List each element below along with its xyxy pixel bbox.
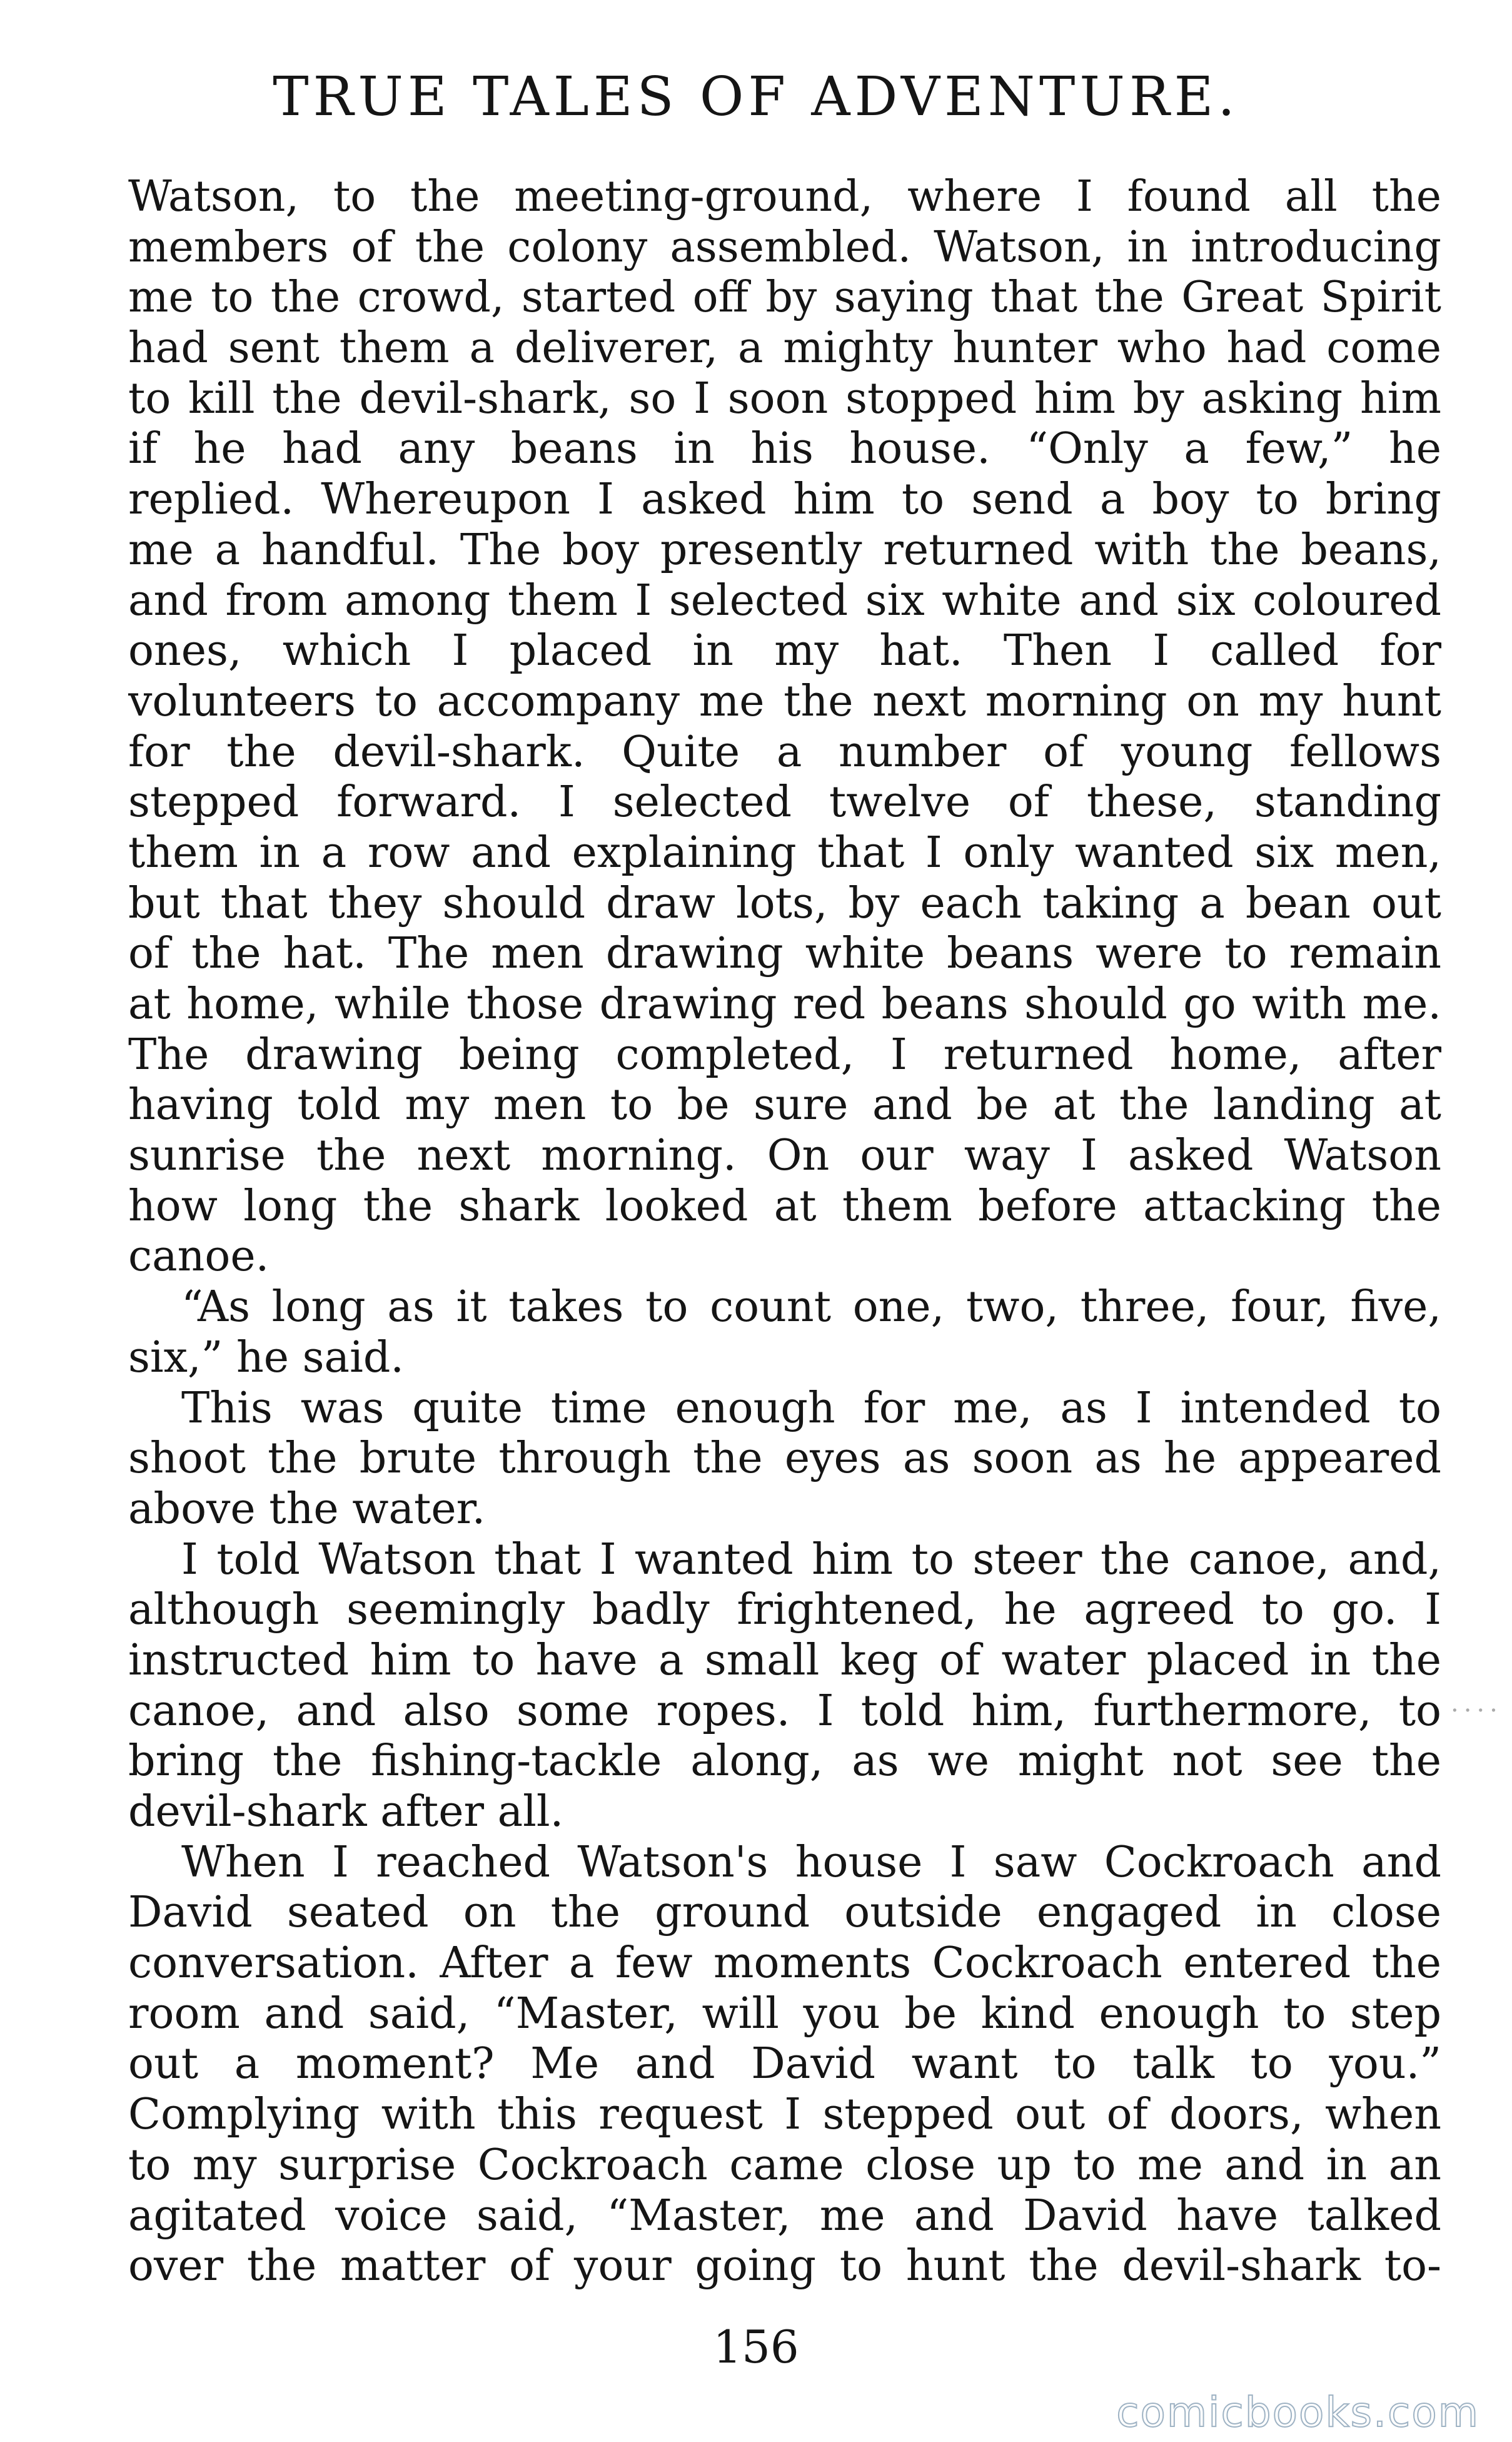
text-line: Complying with this request I stepped out of doors, when xyxy=(128,2090,1441,2140)
text-line: ones, which I placed in my hat. Then I called for xyxy=(128,626,1441,676)
text-line: canoe. xyxy=(128,1232,270,1282)
text-line: to kill the devil-shark, so I soon stopped him by asking him xyxy=(128,373,1441,423)
text-line: me a handful. The boy presently returned with the beans, xyxy=(128,525,1441,575)
text-line: replied. Whereupon I asked him to send a boy to bring xyxy=(128,475,1441,525)
text-line: “As long as it takes to count one, two, three, four, five, xyxy=(181,1282,1441,1332)
text-line: instructed him to have a small keg of water placed in the xyxy=(128,1635,1441,1685)
running-header: TRUE TALES OF ADVENTURE. xyxy=(273,66,1239,128)
text-line: although seemingly badly frightened, he agreed to go. I xyxy=(128,1585,1441,1635)
text-line: for the devil-shark. Quite a number of young fellows xyxy=(128,727,1441,777)
text-line: if he had any beans in his house. “Only a few,” he xyxy=(128,424,1441,474)
text-line: canoe, and also some ropes. I told him, furthermore, to xyxy=(128,1686,1441,1736)
text-line: conversation. After a few moments Cockroach entered the xyxy=(128,1938,1441,1989)
body-text xyxy=(128,172,1441,2292)
text-line: When I reached Watson's house I saw Cockroach and xyxy=(181,1837,1441,1887)
text-line: devil-shark after all. xyxy=(128,1787,564,1837)
page-number: 156 xyxy=(713,2321,799,2373)
text-line: Watson, to the meeting-ground, where I found all the xyxy=(128,172,1441,221)
text-line: The drawing being completed, I returned home, after xyxy=(128,1030,1441,1080)
text-line: six,” he said. xyxy=(128,1332,404,1382)
text-line: them in a row and explaining that I only wanted six men, xyxy=(128,828,1441,878)
text-line: stepped forward. I selected twelve of these, standing xyxy=(128,778,1441,828)
text-line: having told my men to be sure and be at the landing at xyxy=(128,1080,1441,1130)
text-line: above the water. xyxy=(128,1484,486,1534)
text-line: out a moment? Me and David want to talk to you.” xyxy=(128,2039,1441,2089)
text-line: of the hat. The men drawing white beans were to remain xyxy=(128,929,1441,979)
text-line: sunrise the next morning. On our way I asked Watson xyxy=(128,1131,1441,1181)
text-line: members of the colony assembled. Watson, in introducing xyxy=(128,222,1441,272)
text-line: David seated on the ground outside engaged in close xyxy=(128,1888,1441,1938)
text-line: me to the crowd, started off by saying that the Great Spirit xyxy=(128,273,1441,323)
text-line: but that they should draw lots, by each taking a bean out xyxy=(128,878,1441,928)
text-line: volunteers to accompany me the next morning on my hunt xyxy=(128,676,1441,726)
watermark: comicbooks.com xyxy=(1116,2388,1479,2436)
text-line: agitated voice said, “Master, me and David have talked xyxy=(128,2191,1441,2241)
text-line: This was quite time enough for me, as I intended to xyxy=(181,1383,1441,1433)
text-line: to my surprise Cockroach came close up to me and in an xyxy=(128,2140,1441,2190)
text-line: how long the shark looked at them before attacking the xyxy=(128,1181,1441,1231)
text-line: and from among them I selected six white and six coloured xyxy=(128,575,1441,626)
text-line: at home, while those drawing red beans should go with me. xyxy=(128,980,1441,1029)
text-line: I told Watson that I wanted him to steer the canoe, and, xyxy=(181,1534,1441,1584)
text-line: bring the fishing-tackle along, as we might not see the xyxy=(128,1736,1441,1786)
text-line: over the matter of your going to hunt the devil-shark to- xyxy=(128,2241,1441,2291)
text-line: shoot the brute through the eyes as soon as he appeared xyxy=(128,1434,1441,1484)
text-line: had sent them a deliverer, a mighty hunter who had come xyxy=(128,323,1441,373)
margin-dots: .... xyxy=(1451,1689,1503,1718)
text-line: room and said, “Master, will you be kind enough to step xyxy=(128,1989,1441,2039)
